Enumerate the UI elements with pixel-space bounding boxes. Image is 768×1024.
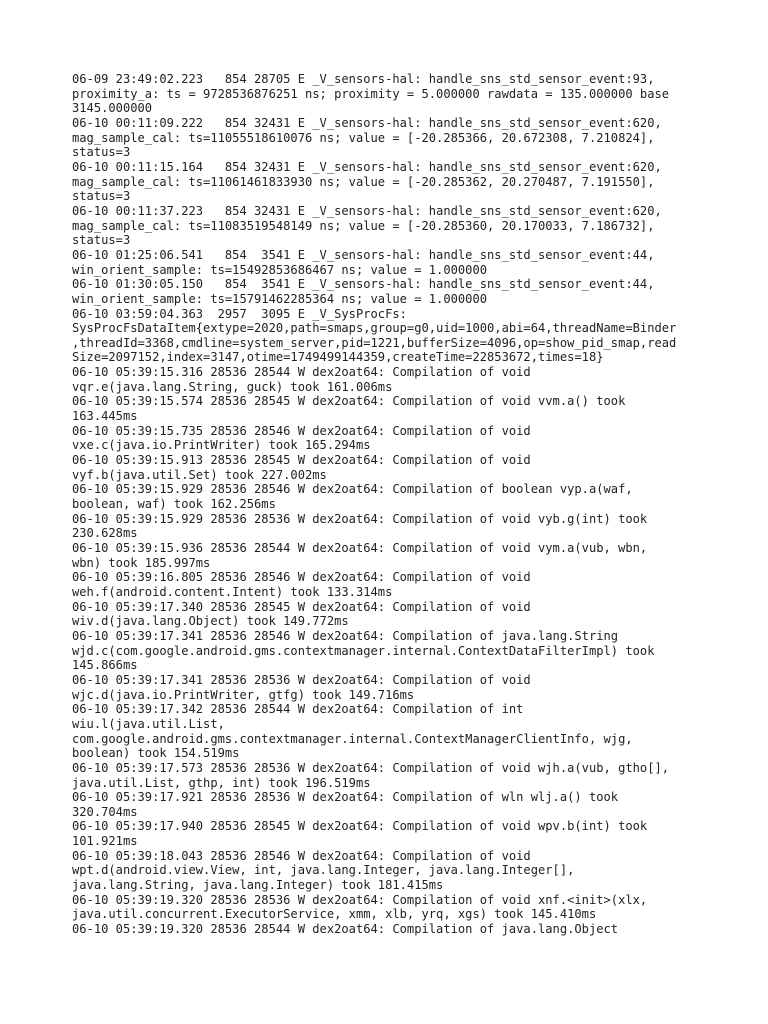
log-line: wjd.c(com.google.android.gms.contextmanager.internal.ContextDataFilterImpl) took xyxy=(72,643,655,658)
log-line: status=3 xyxy=(72,189,131,204)
log-line: 06-10 01:30:05.150 854 3541 E _V_sensors-hal: handle_sns_std_sensor_event:44, xyxy=(72,277,655,292)
log-line: win_orient_sample: ts=15791462285364 ns; value = 1.000000 xyxy=(72,291,488,306)
log-line: ,threadId=3368,cmdline=system_server,pid=1221,bufferSize=4096,op=show_pid_smap,read xyxy=(72,335,677,350)
log-line: 101.921ms xyxy=(72,834,138,849)
log-line: 320.704ms xyxy=(72,804,138,819)
log-line: 06-10 00:11:37.223 854 32431 E _V_sensors-hal: handle_sns_std_sensor_event:620, xyxy=(72,203,662,218)
log-line: 06-10 05:39:15.913 28536 28545 W dex2oat64: Compilation of void xyxy=(72,453,531,468)
log-line: 06-10 05:39:16.805 28536 28546 W dex2oat64: Compilation of void xyxy=(72,570,531,585)
log-line: boolean, waf) took 162.256ms xyxy=(72,497,276,512)
log-line: mag_sample_cal: ts=11083519548149 ns; value = [-20.285360, 20.170033, 7.186732], xyxy=(72,218,655,233)
log-line: wiv.d(java.lang.Object) took 149.772ms xyxy=(72,614,349,629)
log-line: 163.445ms xyxy=(72,409,138,424)
log-line: mag_sample_cal: ts=11061461833930 ns; value = [-20.285362, 20.270487, 7.191550], xyxy=(72,174,655,189)
log-line: 06-10 05:39:17.341 28536 28536 W dex2oat64: Compilation of void xyxy=(72,672,531,687)
log-line: wpt.d(android.view.View, int, java.lang.Integer, java.lang.Integer[], xyxy=(72,863,575,878)
log-line: vyf.b(java.util.Set) took 227.002ms xyxy=(72,467,327,482)
log-line: java.lang.String, java.lang.Integer) took 181.415ms xyxy=(72,878,444,893)
log-line: java.util.List, gthp, int) took 196.519ms xyxy=(72,775,371,790)
log-line: status=3 xyxy=(72,145,131,160)
log-line: 06-10 05:39:15.735 28536 28546 W dex2oat64: Compilation of void xyxy=(72,423,531,438)
log-line: 06-10 05:39:15.574 28536 28545 W dex2oat64: Compilation of void vvm.a() took xyxy=(72,394,626,409)
log-line: wiu.l(java.util.List, xyxy=(72,716,225,731)
log-line: mag_sample_cal: ts=11055518610076 ns; value = [-20.285366, 20.672308, 7.210824], xyxy=(72,130,655,145)
log-line: 06-10 05:39:17.940 28536 28545 W dex2oat64: Compilation of void wpv.b(int) took xyxy=(72,819,648,834)
log-line: 06-10 05:39:15.929 28536 28546 W dex2oat64: Compilation of boolean vyp.a(waf, xyxy=(72,482,633,497)
log-line: com.google.android.gms.contextmanager.internal.ContextManagerClientInfo, wjg, xyxy=(72,731,633,746)
log-line: 06-10 05:39:19.320 28536 28536 W dex2oat64: Compilation of void xnf.<init>(xlx, xyxy=(72,892,648,907)
log-line: 06-10 05:39:17.340 28536 28545 W dex2oat64: Compilation of void xyxy=(72,599,531,614)
log-line: 06-10 05:39:15.936 28536 28544 W dex2oat64: Compilation of void vym.a(vub, wbn, xyxy=(72,541,648,555)
log-line: 06-10 05:39:17.342 28536 28544 W dex2oat64: Compilation of int xyxy=(72,702,524,717)
log-line: SysProcFsDataItem{extype=2020,path=smaps,group=g0,uid=1000,abi=64,threadName=Binder xyxy=(72,321,677,336)
log-line: 06-09 23:49:02.223 854 28705 E _V_sensors-hal: handle_sns_std_sensor_event:93, xyxy=(72,72,655,86)
log-line: 06-10 05:39:18.043 28536 28546 W dex2oat64: Compilation of void xyxy=(72,848,531,863)
log-line: 145.866ms xyxy=(72,658,138,673)
log-line: status=3 xyxy=(72,233,131,248)
log-line: 06-10 05:39:17.921 28536 28536 W dex2oat64: Compilation of wln wlj.a() took xyxy=(72,790,619,805)
log-line: win_orient_sample: ts=15492853686467 ns; value = 1.000000 xyxy=(72,262,488,277)
log-line: 06-10 03:59:04.363 2957 3095 E _V_SysProcFs: xyxy=(72,306,407,321)
log-line: 06-10 05:39:17.573 28536 28536 W dex2oat64: Compilation of void wjh.a(vub, gtho[], xyxy=(72,760,670,775)
log-line: 06-10 05:39:17.341 28536 28546 W dex2oat64: Compilation of java.lang.String xyxy=(72,628,619,643)
log-line: 06-10 05:39:19.320 28536 28544 W dex2oat64: Compilation of java.lang.Object xyxy=(72,922,619,937)
log-line: 230.628ms xyxy=(72,526,138,541)
log-text-block xyxy=(72,72,702,937)
log-line: 06-10 05:39:15.316 28536 28544 W dex2oat64: Compilation of void xyxy=(72,365,531,380)
log-line: weh.f(android.content.Intent) took 133.314ms xyxy=(72,584,393,599)
log-line: java.util.concurrent.ExecutorService, xmm, xlb, yrq, xgs) took 145.410ms xyxy=(72,907,597,922)
log-line: vqr.e(java.lang.String, guck) took 161.006ms xyxy=(72,379,393,394)
log-line: 06-10 01:25:06.541 854 3541 E _V_sensors-hal: handle_sns_std_sensor_event:44, xyxy=(72,247,655,262)
log-line: vxe.c(java.io.PrintWriter) took 165.294ms xyxy=(72,438,371,453)
log-line: wjc.d(java.io.PrintWriter, gtfg) took 149.716ms xyxy=(72,687,415,702)
log-line: 06-10 05:39:15.929 28536 28536 W dex2oat64: Compilation of void vyb.g(int) took xyxy=(72,511,648,526)
log-line: proximity_a: ts = 9728536876251 ns; proximity = 5.000000 rawdata = 135.000000 base xyxy=(72,86,670,101)
log-line: 3145.000000 xyxy=(72,101,153,116)
log-line: 06-10 00:11:15.164 854 32431 E _V_sensors-hal: handle_sns_std_sensor_event:620, xyxy=(72,159,662,174)
log-line: wbn) took 185.997ms xyxy=(72,555,211,570)
log-line: Size=2097152,index=3147,otime=1749499144359,createTime=22853672,times=18} xyxy=(72,350,604,365)
log-line: 06-10 00:11:09.222 854 32431 E _V_sensors-hal: handle_sns_std_sensor_event:620, xyxy=(72,115,662,130)
log-line: boolean) took 154.519ms xyxy=(72,746,240,761)
